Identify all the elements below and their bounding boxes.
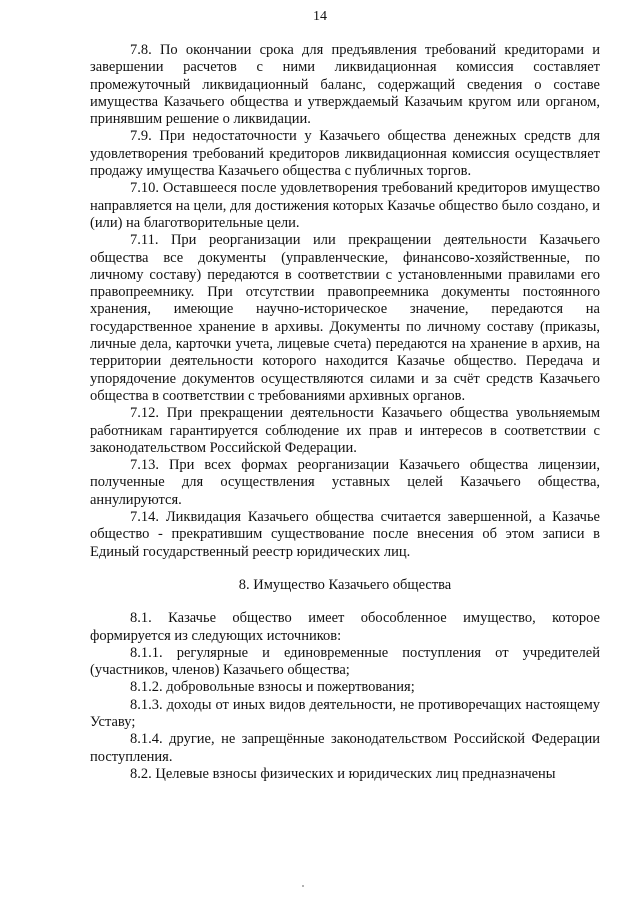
paragraph-8-1-3: 8.1.3. доходы от иных видов деятельности, не противоречащих настоящему Уставу; <box>90 696 600 730</box>
paragraph-8-2: 8.2. Целевые взносы физических и юридических лиц предназначены <box>130 765 556 782</box>
paragraph-7-10: 7.10. Оставшееся после удовлетворения требований кредиторов имущество направляется на цели, для достижения которых Казачье общество было создано, и (или) на благотворительные цели. <box>90 180 600 231</box>
paragraph-7-14: 7.14. Ликвидация Казачьего общества считается завершенной, а Казачье общество - прекратившим существование после внесения об этом записи в Единый государственный реестр юридических лиц. <box>90 509 600 560</box>
paragraph-7-13: 7.13. При всех формах реорганизации Казачьего общества лицензии, полученные для осуществления уставных целей Казачьего общества, аннулируются. <box>90 457 600 508</box>
paragraph-8-1-4: 8.1.4. другие, не запрещённые законодательством Российской Федерации поступления. <box>90 731 600 765</box>
paragraph-7-9: 7.9. При недостаточности у Казачьего общества денежных средств для удовлетворения требований кредиторов ликвидационная комиссия осуществляет продажу имущества Казачьего общества с публичных торгов. <box>90 128 600 180</box>
document-body <box>90 42 600 783</box>
scan-speck <box>302 885 304 887</box>
paragraph-7-8: 7.8. По окончании срока для предъявления требований кредиторами и завершении расчетов с ними ликвидационная комиссия составляет промежуточный ликвидационный баланс, содержащий сведения о составе имущества Казачьего общества и утверждаемый Казачьим кругом или органом, принявшим решение о ликвидации. <box>90 42 600 128</box>
paragraph-8-1-1: 8.1.1. регулярные и единовременные поступления от учредителей (участников, членов) Казачьего общества; <box>90 644 600 679</box>
page-number: 14 <box>313 9 327 24</box>
paragraph-7-12: 7.12. При прекращении деятельности Казачьего общества увольняемым работникам гарантируется соблюдение их прав и интересов в соответствии с законодательством Российской Федерации. <box>90 405 600 456</box>
section-heading: 8. Имущество Казачьего общества <box>238 576 452 593</box>
paragraph-8-1-2: 8.1.2. добровольные взносы и пожертвования; <box>130 679 415 696</box>
paragraph-8-1: 8.1. Казачье общество имеет обособленное имущество, которое формируется из следующих источников: <box>90 610 600 644</box>
paragraph-7-11: 7.11. При реорганизации или прекращении деятельности Казачьего общества все документы (управленческие, финансово-хозяйственные, по личному составу) передаются в соответствии с установленными правилами его правопреемнику. При отсутствии правопреемника документы постоянного хранения, имеющие научно-историческое значение, передаются на государственное хранение в архивы. Документы по личному составу (приказы, личные дела, карточки учета, лицевые счета) передаются на хранение в архив, на территории деятельности которого находится Казачье общество. Передача и упорядочение документов осуществляются силами и за счёт средств Казачьего общества в соответствии с требованиями архивных органов. <box>90 232 600 404</box>
